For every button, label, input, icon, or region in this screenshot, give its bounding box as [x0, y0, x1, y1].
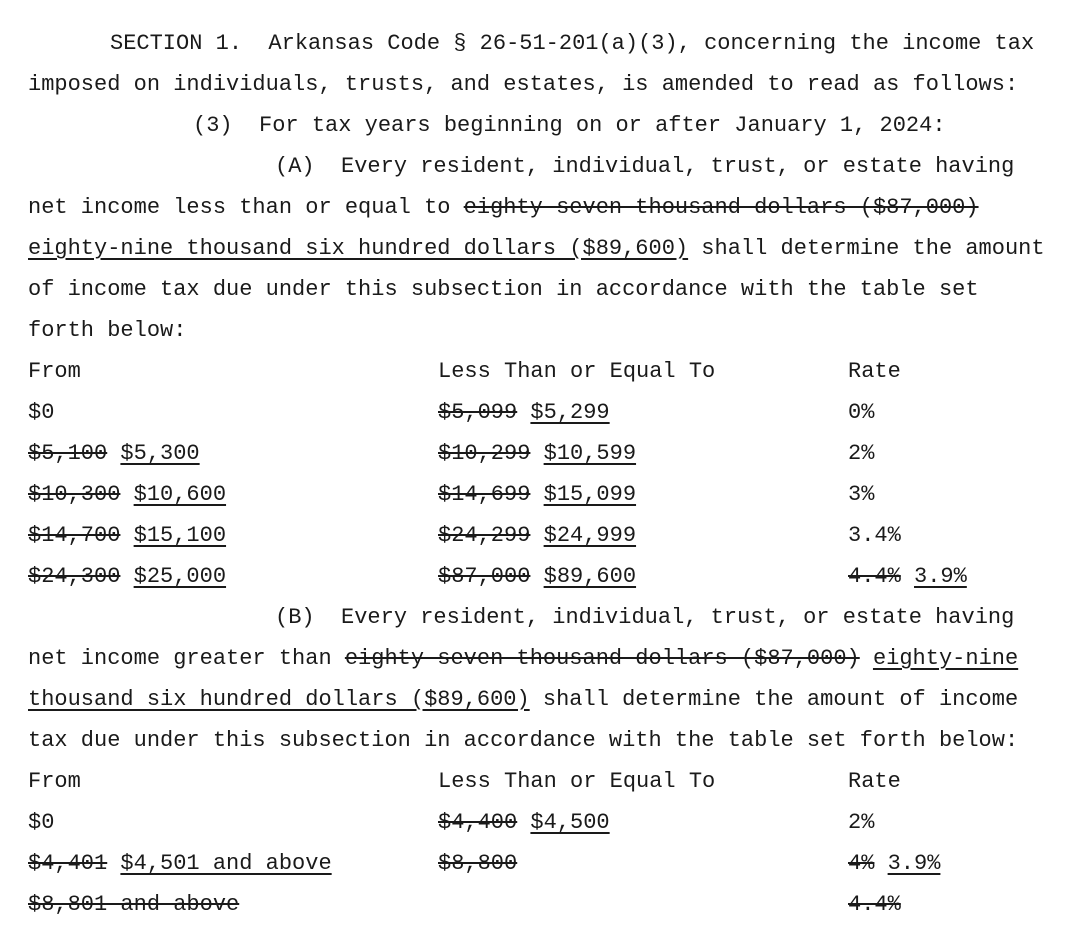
to-cell: [438, 850, 517, 878]
rate-cell: [848, 399, 874, 427]
inserted-amount: eighty-nine thousand six hundred dollars ($89,600): [28, 236, 689, 261]
part-a-line-5: forth below:: [28, 318, 187, 343]
table-row: [0, 440, 1080, 468]
struck-value: $24,299: [438, 523, 531, 548]
inserted-amount-cont: thousand six hundred dollars ($89,600): [28, 687, 530, 712]
value: 3.4%: [848, 523, 901, 548]
to-cell: [438, 563, 636, 591]
part-a-line-2: [28, 194, 979, 222]
rate-cell: [848, 522, 901, 550]
inserted-value: $15,100: [133, 523, 227, 548]
struck-value: $4,401: [28, 851, 108, 876]
inserted-value: $10,599: [543, 441, 637, 466]
from-cell: [28, 563, 226, 591]
table-header: [0, 768, 1080, 796]
struck-value: $87,000: [438, 564, 531, 589]
from-cell: [28, 522, 226, 550]
table-row: [0, 563, 1080, 591]
struck-amount: eighty-seven thousand dollars ($87,000): [344, 646, 860, 671]
part-a-suffix: shall determine the amount: [688, 236, 1045, 261]
rate-cell: [848, 481, 874, 509]
rate-cell: [848, 809, 874, 837]
from-cell: [28, 850, 332, 878]
part-a-line-3: [28, 235, 1045, 263]
part-a-prefix: net income less than or equal to: [28, 195, 464, 220]
to-cell: [438, 809, 610, 837]
rate-table-a: [0, 358, 1080, 604]
column-header: Less Than or Equal To: [438, 359, 716, 384]
part-b-line-3: [28, 686, 1018, 714]
struck-amount: eighty-seven thousand dollars ($87,000): [463, 195, 979, 220]
inserted-amount: eighty-nine: [872, 646, 1019, 671]
inserted-value: $15,099: [543, 482, 637, 507]
part-b-heading: (B) Every resident, individual, trust, or estate having: [275, 605, 1015, 630]
value: 0%: [848, 400, 875, 425]
section-intro: imposed on individuals, trusts, and estates, is amended to read as follows:: [28, 72, 1019, 97]
rate-cell: [848, 850, 940, 878]
struck-value: $5,099: [438, 400, 518, 425]
table-row: [0, 850, 1080, 878]
rate-table-b: [0, 768, 1080, 932]
value: 3%: [848, 482, 875, 507]
column-header: Less Than or Equal To: [438, 769, 716, 794]
table-row: [0, 809, 1080, 837]
inserted-value: $4,501 and above: [120, 851, 332, 876]
inserted-value: $89,600: [543, 564, 637, 589]
struck-value: $5,100: [28, 441, 108, 466]
struck-value: $14,699: [438, 482, 531, 507]
value: $0: [28, 810, 55, 835]
inserted-value: $4,500: [530, 810, 610, 835]
column-header: Rate: [848, 359, 901, 384]
rate-cell: [848, 440, 874, 468]
value: 2%: [848, 441, 875, 466]
struck-value: 4%: [848, 851, 875, 876]
to-cell: [438, 481, 636, 509]
value: $0: [28, 400, 55, 425]
table-row: [0, 399, 1080, 427]
inserted-value: $10,600: [133, 482, 227, 507]
table-row: [0, 891, 1080, 919]
table-row: [0, 481, 1080, 509]
to-cell: [438, 440, 636, 468]
rate-cell: [848, 563, 967, 591]
from-cell: [28, 481, 226, 509]
to-cell: [438, 522, 636, 550]
to-cell: [438, 399, 610, 427]
inserted-value: $5,300: [120, 441, 200, 466]
table-header: [0, 358, 1080, 386]
paragraph-3-heading: (3) For tax years beginning on or after January 1, 2024:: [193, 113, 946, 138]
struck-value: $24,300: [28, 564, 121, 589]
column-header: From: [28, 769, 81, 794]
struck-value: 4.4%: [848, 564, 901, 589]
inserted-value: 3.9%: [887, 851, 941, 876]
column-header: Rate: [848, 769, 901, 794]
part-a-heading: (A) Every resident, individual, trust, or estate having: [275, 154, 1015, 179]
table-row: [0, 522, 1080, 550]
struck-value: $14,700: [28, 523, 121, 548]
inserted-value: $24,999: [543, 523, 637, 548]
struck-value: $8,800: [438, 851, 518, 876]
struck-value: $8,801 and above: [28, 892, 240, 917]
from-cell: [28, 891, 239, 919]
inserted-value: $5,299: [530, 400, 610, 425]
value: 2%: [848, 810, 875, 835]
struck-value: $10,300: [28, 482, 121, 507]
struck-value: $10,299: [438, 441, 531, 466]
part-b-prefix: net income greater than: [28, 646, 345, 671]
inserted-value: $25,000: [133, 564, 227, 589]
struck-value: $4,400: [438, 810, 518, 835]
from-cell: [28, 399, 54, 427]
rate-cell: [848, 891, 901, 919]
inserted-value: 3.9%: [914, 564, 967, 589]
struck-value: 4.4%: [848, 892, 901, 917]
from-cell: [28, 440, 200, 468]
part-b-line-4: tax due under this subsection in accordance with the table set forth below:: [28, 728, 1019, 753]
column-header: From: [28, 359, 81, 384]
part-b-suffix: shall determine the amount of income: [529, 687, 1019, 712]
section-heading: SECTION 1. Arkansas Code § 26-51-201(a)(3), concerning the income tax: [110, 31, 1035, 56]
part-a-line-4: of income tax due under this subsection in accordance with the table set: [28, 277, 979, 302]
from-cell: [28, 809, 54, 837]
part-b-line-2: [28, 645, 1018, 673]
